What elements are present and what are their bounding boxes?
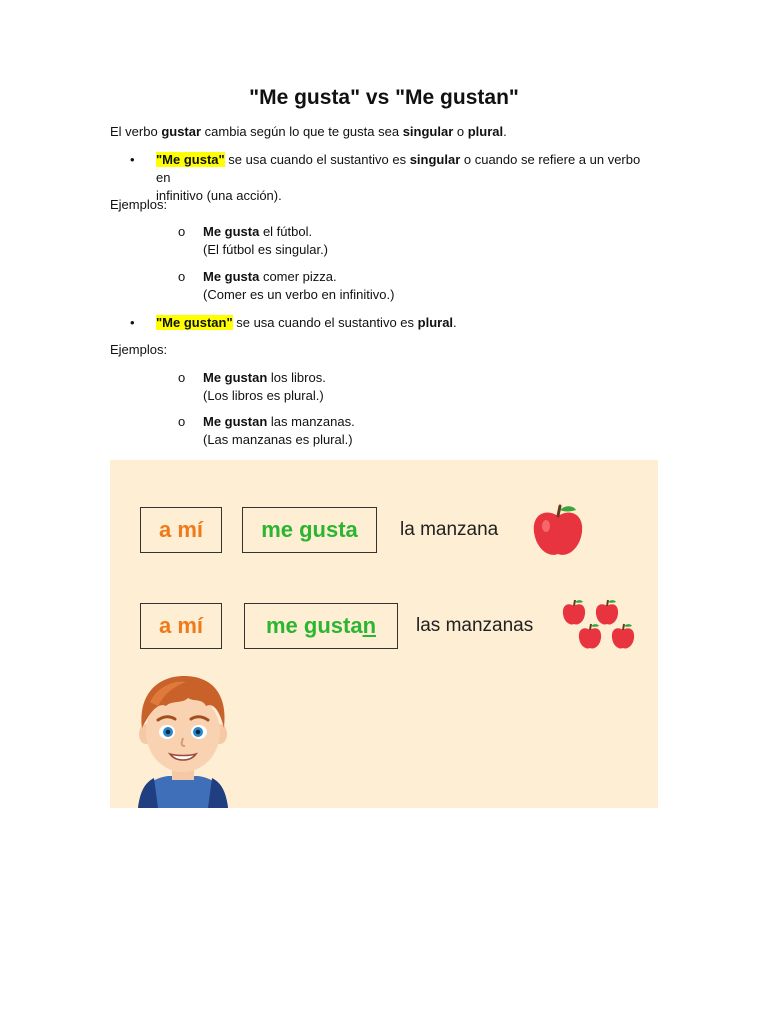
intro-text: o [453,124,468,139]
example-bold: Me gustan [203,370,268,385]
highlight-me-gustan: "Me gustan" [156,315,233,330]
bullet-text-part: se usa cuando el sustantivo es [224,152,410,167]
example-rest: el fútbol. [259,224,313,239]
sub-bullet-marker: o [178,414,186,429]
example-note: (El fútbol es singular.) [203,242,329,257]
example-bold: Me gusta [203,224,260,239]
example-rest: las manzanas. [267,414,355,429]
bullet-text-part: infinitivo (una acción). [156,188,282,203]
pronoun-box [140,603,222,649]
noun-phrase: las manzanas [416,615,534,636]
bullet-text-part: se usa cuando el sustantivo es [232,315,418,330]
pronoun-box [140,507,222,553]
intro-bold-plural: plural [467,124,504,139]
bullet-text [156,314,651,332]
bullet-marker: • [130,315,135,330]
verb-box [242,507,377,553]
pronoun-label: a mí [158,613,204,638]
page-title: "Me gusta" vs "Me gustan" [249,86,519,109]
intro-text: cambia según lo que te gusta sea [201,124,403,139]
apples-icon [560,596,640,652]
bullet-text-part: o cuando se refiere a un verbo en [156,152,641,185]
verb-box [244,603,398,649]
intro-bold-gustar: gustar [161,124,202,139]
bold-plural: plural [417,315,454,330]
pronoun-label: a mí [158,517,204,542]
intro-text: . [503,124,507,139]
example-text [203,223,328,259]
example-rest: los libros. [267,370,326,385]
noun-phrase: la manzana [400,519,499,540]
sub-bullet-marker: o [178,224,186,239]
verb-plural-ending: n [362,613,377,638]
bullet-marker: • [130,152,135,167]
example-bold: Me gustan [203,414,268,429]
boy-character-icon [128,672,238,808]
bold-singular: singular [409,152,461,167]
verb-stem-label: me gusta [265,613,363,638]
sub-bullet-marker: o [178,370,186,385]
ejemplos-label: Ejemplos: [110,342,168,357]
example-note: (Comer es un verbo en infinitivo.) [203,287,395,302]
ejemplos-label: Ejemplos: [110,197,168,212]
example-text [203,413,355,449]
intro-paragraph [110,123,655,141]
verb-label: me gusta [261,517,358,542]
example-text [203,268,394,304]
apple-icon [528,502,588,560]
example-note: (Las manzanas es plural.) [203,432,353,447]
intro-text: El verbo [110,124,162,139]
sub-bullet-marker: o [178,269,186,284]
example-text [203,369,326,405]
intro-bold-singular: singular [402,124,454,139]
example-note: (Los libros es plural.) [203,388,324,403]
bullet-text-part: . [453,315,457,330]
example-bold: Me gusta [203,269,260,284]
highlight-me-gusta: "Me gusta" [156,152,225,167]
gustar-illustration [110,460,658,808]
example-rest: comer pizza. [259,269,337,284]
